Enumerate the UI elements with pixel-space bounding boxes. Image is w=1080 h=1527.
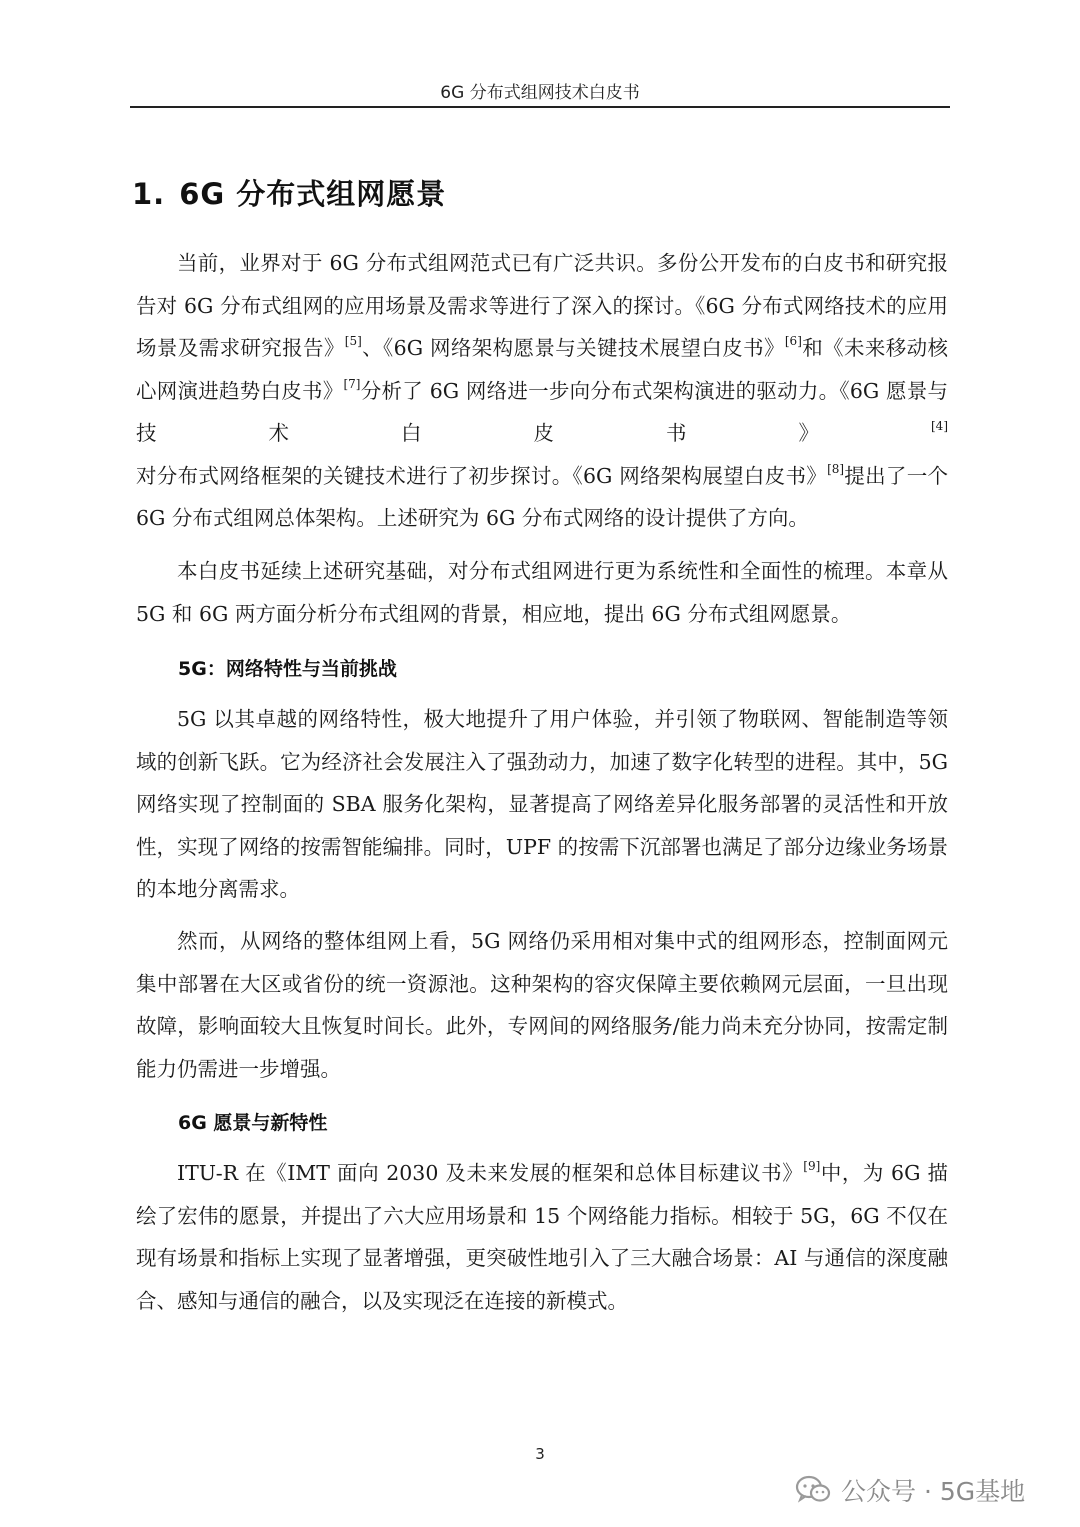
paragraph-text: 和《未来移动核心网演进趋势白皮书》 bbox=[136, 336, 949, 403]
citation: [5] bbox=[344, 334, 362, 349]
paragraph-scope: 本白皮书延续上述研究基础，对分布式组网进行更为系统性和全面性的梳理。本章从 5G 和 6G 两方面分析分布式组网的背景，相应地，提出 6G 分布式组网愿景。 bbox=[136, 559, 948, 626]
page-number: 3 bbox=[535, 1445, 545, 1463]
section-heading bbox=[132, 172, 446, 213]
wechat-watermark bbox=[795, 1470, 1025, 1510]
paragraph-text: 、《6G 网络架构愿景与关键技术展望白皮书》 bbox=[361, 336, 785, 360]
subheading-5g: 5G：网络特性与当前挑战 bbox=[178, 658, 397, 680]
subheading-6g: 6G 愿景与新特性 bbox=[178, 1112, 328, 1134]
paragraph-6g-vision bbox=[136, 1152, 948, 1322]
citation: [9] bbox=[803, 1159, 821, 1174]
paragraph-text: 提出了一个 6G 分布式组网总体架构。上述研究为 6G 分布式网络的设计提供了方向。 bbox=[136, 463, 949, 530]
paragraph-text: 当前，业界对于 6G 分布式组网范式已有广泛共识。多份公开发布的白皮书和研究报告对 6G 分布式组网的应用场景及需求等进行了深入的探讨。《6G 分布式网络技术的应用场景及需求研究报告》 bbox=[136, 251, 948, 360]
section-title: 6G 分布式组网愿景 bbox=[179, 177, 447, 211]
paragraph-5g-challenges: 然而，从网络的整体组网上看，5G 网络仍采用相对集中式的组网形态，控制面网元集中部署在大区或省份的统一资源池。这种架构的容灾保障主要依赖网元层面，一旦出现故障，影响面较大且恢复时间长。此外，专网间的网络服务/能力尚未充分协同，按需定制能力仍需进一步增强。 bbox=[136, 929, 948, 1081]
citation: [8] bbox=[827, 461, 845, 476]
section-number: 1. bbox=[132, 177, 166, 211]
wechat-icon bbox=[795, 1475, 831, 1505]
paragraph-text: 对分布式网络框架的关键技术进行了初步探讨。《6G 网络架构展望白皮书》 bbox=[136, 463, 828, 488]
citation: [7] bbox=[343, 376, 361, 391]
paragraph-intro bbox=[136, 242, 948, 540]
header-rule bbox=[130, 106, 950, 108]
citation: [4] bbox=[931, 419, 948, 434]
paragraph-text: 中，为 6G 描绘了宏伟的愿景，并提出了六大应用场景和 15 个网络能力指标。相较于 5G，6G 不仅在现有场景和指标上实现了显著增强，更突破性地引入了三大融合场景：AI 与通信的深度融合、感知与通信的融合，以及实现泛在连接的新模式。 bbox=[136, 1161, 949, 1313]
paragraph-text: 分析了 6G 网络进一步向分布式架构演进的驱动力。《6G 愿景与技术白皮书》 bbox=[136, 378, 949, 445]
paragraph-text: ITU-R 在《IMT 面向 2030 及未来发展的框架和总体目标建议书》 bbox=[177, 1161, 804, 1185]
paragraph-5g-features: 5G 以其卓越的网络特性，极大地提升了用户体验，并引领了物联网、智能制造等领域的创新飞跃。它为经济社会发展注入了强劲动力，加速了数字化转型的进程。其中，5G 网络实现了控制面的 SBA 服务化架构，显著提高了网络差异化服务部署的灵活性和开放性，实现了网络的按需智能编排。同时，UPF 的按需下沉部署也满足了部分边缘业务场景的本地分离需求。 bbox=[136, 707, 948, 901]
citation: [6] bbox=[784, 334, 802, 349]
watermark-text: 公众号 · 5G基地 bbox=[841, 1477, 1026, 1506]
running-header: 6G 分布式组网技术白皮书 bbox=[440, 83, 640, 103]
